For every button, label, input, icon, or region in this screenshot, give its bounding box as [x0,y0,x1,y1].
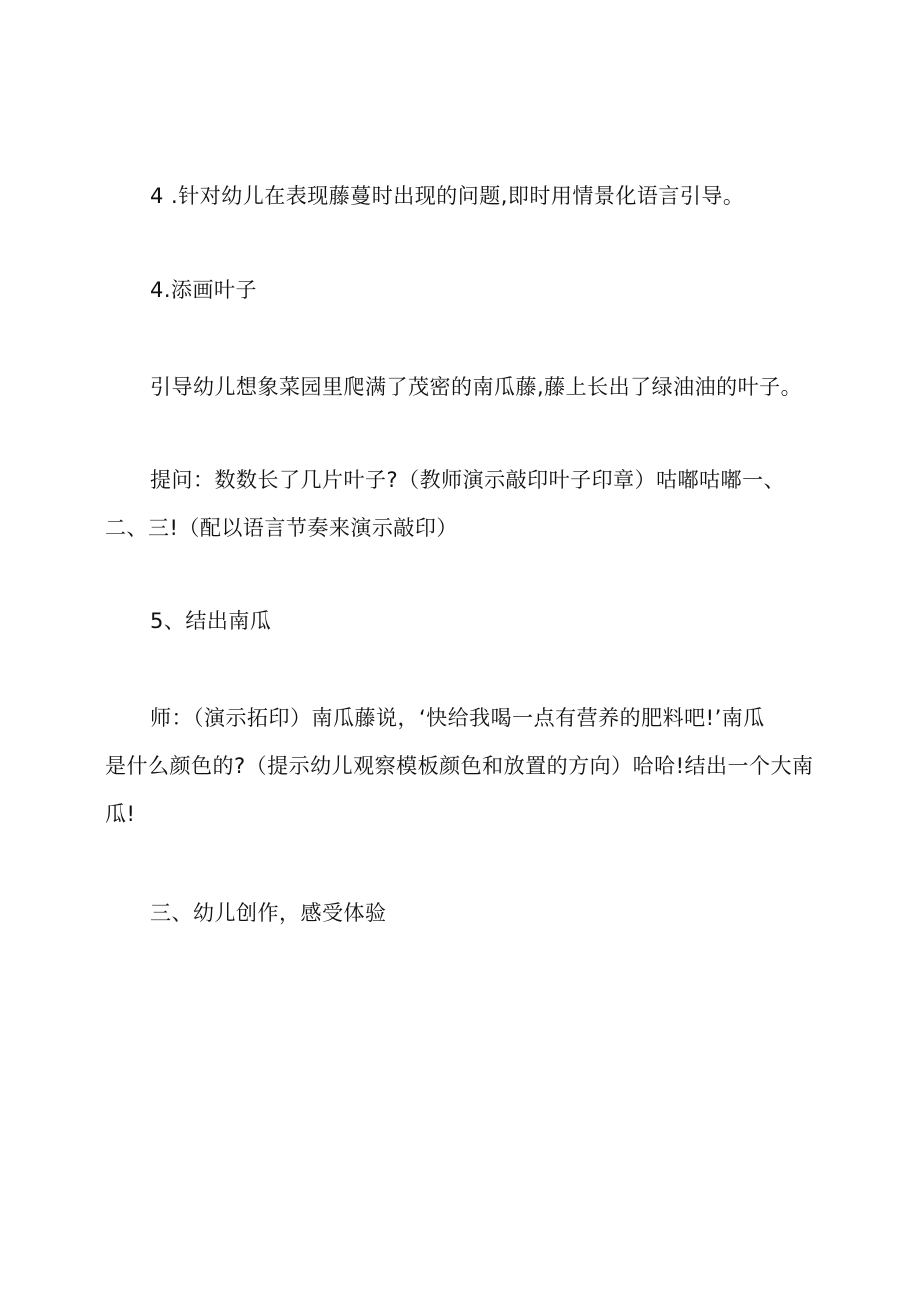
leaves-guidance-line: 引导幼儿想象菜园里爬满了茂密的南瓜藤,藤上长出了绿油油的叶子。 [150,375,803,399]
step-heading-pumpkin: 5、结出南瓜 [150,609,272,633]
section-heading: 三、幼儿创作，感受体验 [150,901,387,925]
question-line-1: 提问：数数长了几片叶子?（教师演示敲印叶子印章）咕嘟咕嘟一、 [150,468,786,492]
step-heading-add-leaves: 4.添画叶子 [150,278,258,302]
teacher-line-1: 师：（演示拓印）南瓜藤说，‘快给我喝一点有营养的肥料吧!’南瓜 [150,706,765,730]
teacher-line-2: 是什么颜色的?（提示幼儿观察模板颜色和放置的方向）哈哈!结出一个大南 [105,754,814,778]
question-line-2: 二、三!（配以语言节奏来演示敲印） [105,516,458,540]
step-4-feedback-line: 4 .针对幼儿在表现藤蔓时出现的问题,即时用情景化语言引导。 [150,184,745,208]
teacher-line-3: 瓜! [105,802,136,826]
